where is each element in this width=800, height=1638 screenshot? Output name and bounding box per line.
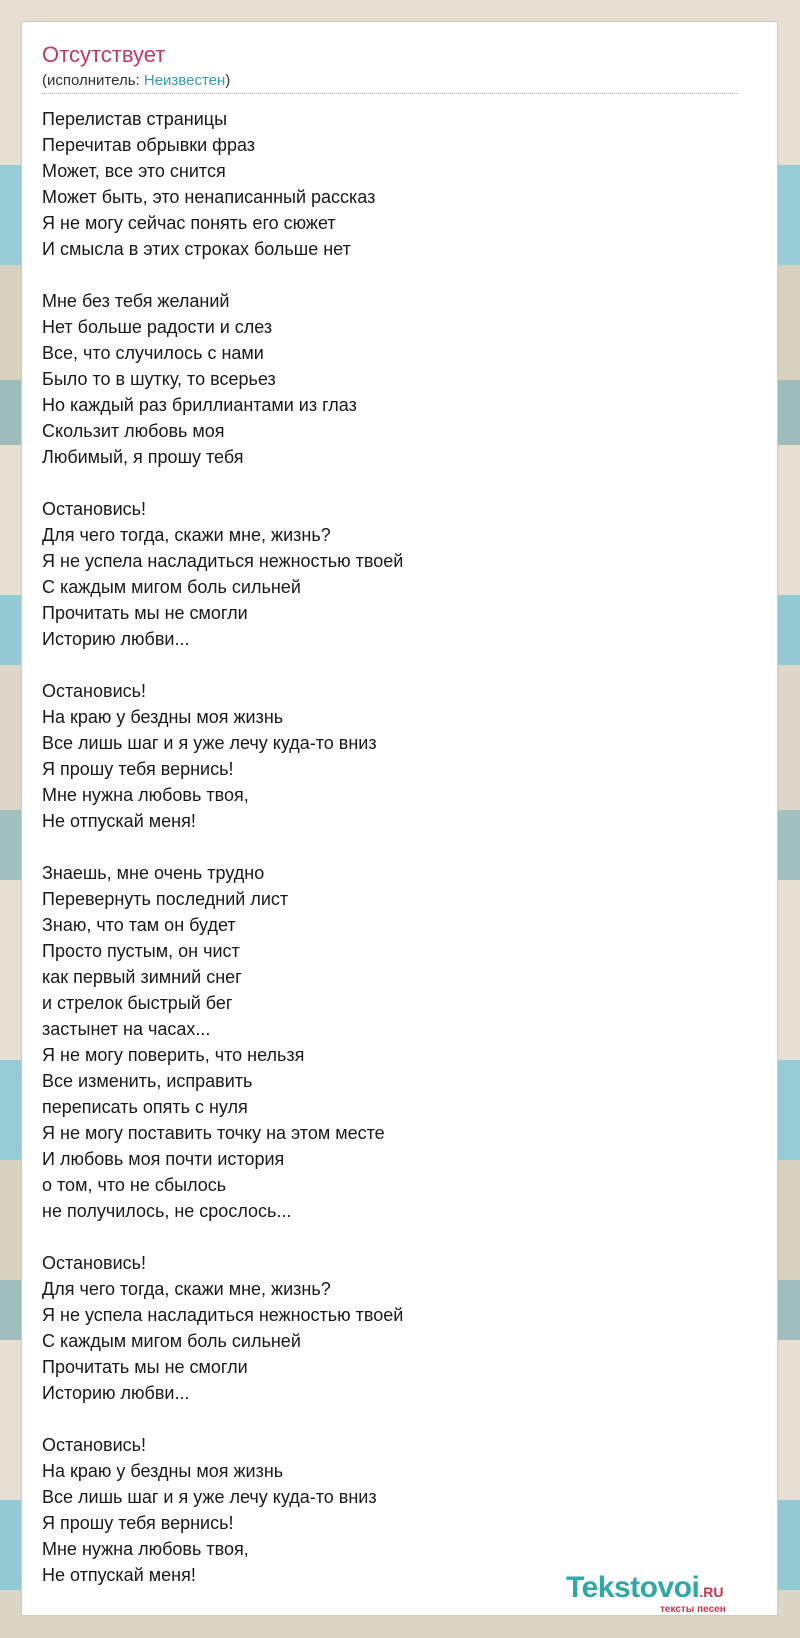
lyric-line: И любовь моя почти история <box>42 1149 285 1169</box>
lyric-line: Просто пустым, он чист <box>42 941 240 961</box>
logo-tagline: тексты песен <box>660 1604 726 1615</box>
lyric-line: На краю у бездны моя жизнь <box>42 707 284 727</box>
lyric-line: о том, что не сбылось <box>42 1175 227 1195</box>
lyrics-body <box>42 106 742 1614</box>
lyrics-stanza <box>42 1432 742 1588</box>
lyric-line: Я прошу тебя вернись! <box>42 759 234 779</box>
lyrics-stanza <box>42 496 742 652</box>
lyrics-stanza <box>42 288 742 470</box>
lyric-line: Я не могу поверить, что нельзя <box>42 1045 305 1065</box>
lyric-line: Перечитав обрывки фраз <box>42 135 256 155</box>
lyric-line: Мне нужна любовь твоя, <box>42 785 249 805</box>
song-title: Отсутствует <box>42 42 166 67</box>
lyric-line: Мне нужна любовь твоя, <box>42 1539 249 1559</box>
lyric-line: Скользит любовь моя <box>42 421 225 441</box>
lyric-line: как первый зимний снег <box>42 967 242 987</box>
artist-prefix: (исполнитель: <box>42 72 144 89</box>
lyric-line: Я не успела насладиться нежностью твоей <box>42 551 404 571</box>
lyric-line: Все лишь шаг и я уже лечу куда-то вниз <box>42 733 377 753</box>
lyric-line: Перелистав страницы <box>42 109 228 129</box>
site-logo[interactable] <box>566 1573 776 1617</box>
lyric-line: С каждым мигом боль сильней <box>42 1331 301 1351</box>
lyric-line: Перевернуть последний лист <box>42 889 289 909</box>
logo-tld: .RU <box>699 1584 724 1600</box>
lyric-line: Историю любви... <box>42 1383 190 1403</box>
lyric-line: Мне без тебя желаний <box>42 291 230 311</box>
title-divider <box>42 93 739 94</box>
lyrics-card <box>21 21 778 1616</box>
lyric-line: Остановись! <box>42 499 147 519</box>
lyric-line: Но каждый раз бриллиантами из глаз <box>42 395 357 415</box>
lyrics-stanza <box>42 678 742 834</box>
lyric-line: Все, что случилось с нами <box>42 343 264 363</box>
lyrics-stanza <box>42 1250 742 1406</box>
lyric-line: И смысла в этих строках больше нет <box>42 239 351 259</box>
lyric-line: не получилось, не срослось... <box>42 1201 292 1221</box>
lyric-line: Для чего тогда, скажи мне, жизнь? <box>42 525 331 545</box>
lyric-line: Я не успела насладиться нежностью твоей <box>42 1305 404 1325</box>
lyric-line: Может быть, это ненаписанный рассказ <box>42 187 376 207</box>
lyric-line: Прочитать мы не смогли <box>42 1357 248 1377</box>
lyrics-stanza <box>42 106 742 262</box>
lyric-line: Не отпускай меня! <box>42 811 196 831</box>
lyric-line: и стрелок быстрый бег <box>42 993 233 1013</box>
logo-wordmark <box>566 1573 723 1603</box>
lyric-line: переписать опять с нуля <box>42 1097 248 1117</box>
artist-line <box>42 73 230 88</box>
lyric-line: Я не могу сейчас понять его сюжет <box>42 213 336 233</box>
artist-suffix: ) <box>225 72 231 89</box>
lyric-line: Остановись! <box>42 1435 147 1455</box>
lyric-line: Прочитать мы не смогли <box>42 603 248 623</box>
lyric-line: На краю у бездны моя жизнь <box>42 1461 284 1481</box>
lyric-line: Для чего тогда, скажи мне, жизнь? <box>42 1279 331 1299</box>
lyric-line: Нет больше радости и слез <box>42 317 273 337</box>
artist-link[interactable]: Неизвестен <box>143 72 226 89</box>
lyric-line: Не отпускай меня! <box>42 1565 196 1585</box>
lyric-line: Было то в шутку, то всерьез <box>42 369 276 389</box>
lyric-line: Все изменить, исправить <box>42 1071 253 1091</box>
lyrics-stanza <box>42 860 742 1224</box>
lyric-line: Знаю, что там он будет <box>42 915 236 935</box>
lyric-line: Историю любви... <box>42 629 190 649</box>
lyric-line: Знаешь, мне очень трудно <box>42 863 265 883</box>
lyric-line: застынет на часах... <box>42 1019 211 1039</box>
lyric-line: Я прошу тебя вернись! <box>42 1513 234 1533</box>
lyric-line: Все лишь шаг и я уже лечу куда-то вниз <box>42 1487 377 1507</box>
lyric-line: Я не могу поставить точку на этом месте <box>42 1123 385 1143</box>
lyric-line: С каждым мигом боль сильней <box>42 577 301 597</box>
lyric-line: Может, все это снится <box>42 161 226 181</box>
lyric-line: Остановись! <box>42 681 147 701</box>
lyric-line: Любимый, я прошу тебя <box>42 447 244 467</box>
logo-name: Tekstovoi <box>566 1571 700 1604</box>
lyric-line: Остановись! <box>42 1253 147 1273</box>
